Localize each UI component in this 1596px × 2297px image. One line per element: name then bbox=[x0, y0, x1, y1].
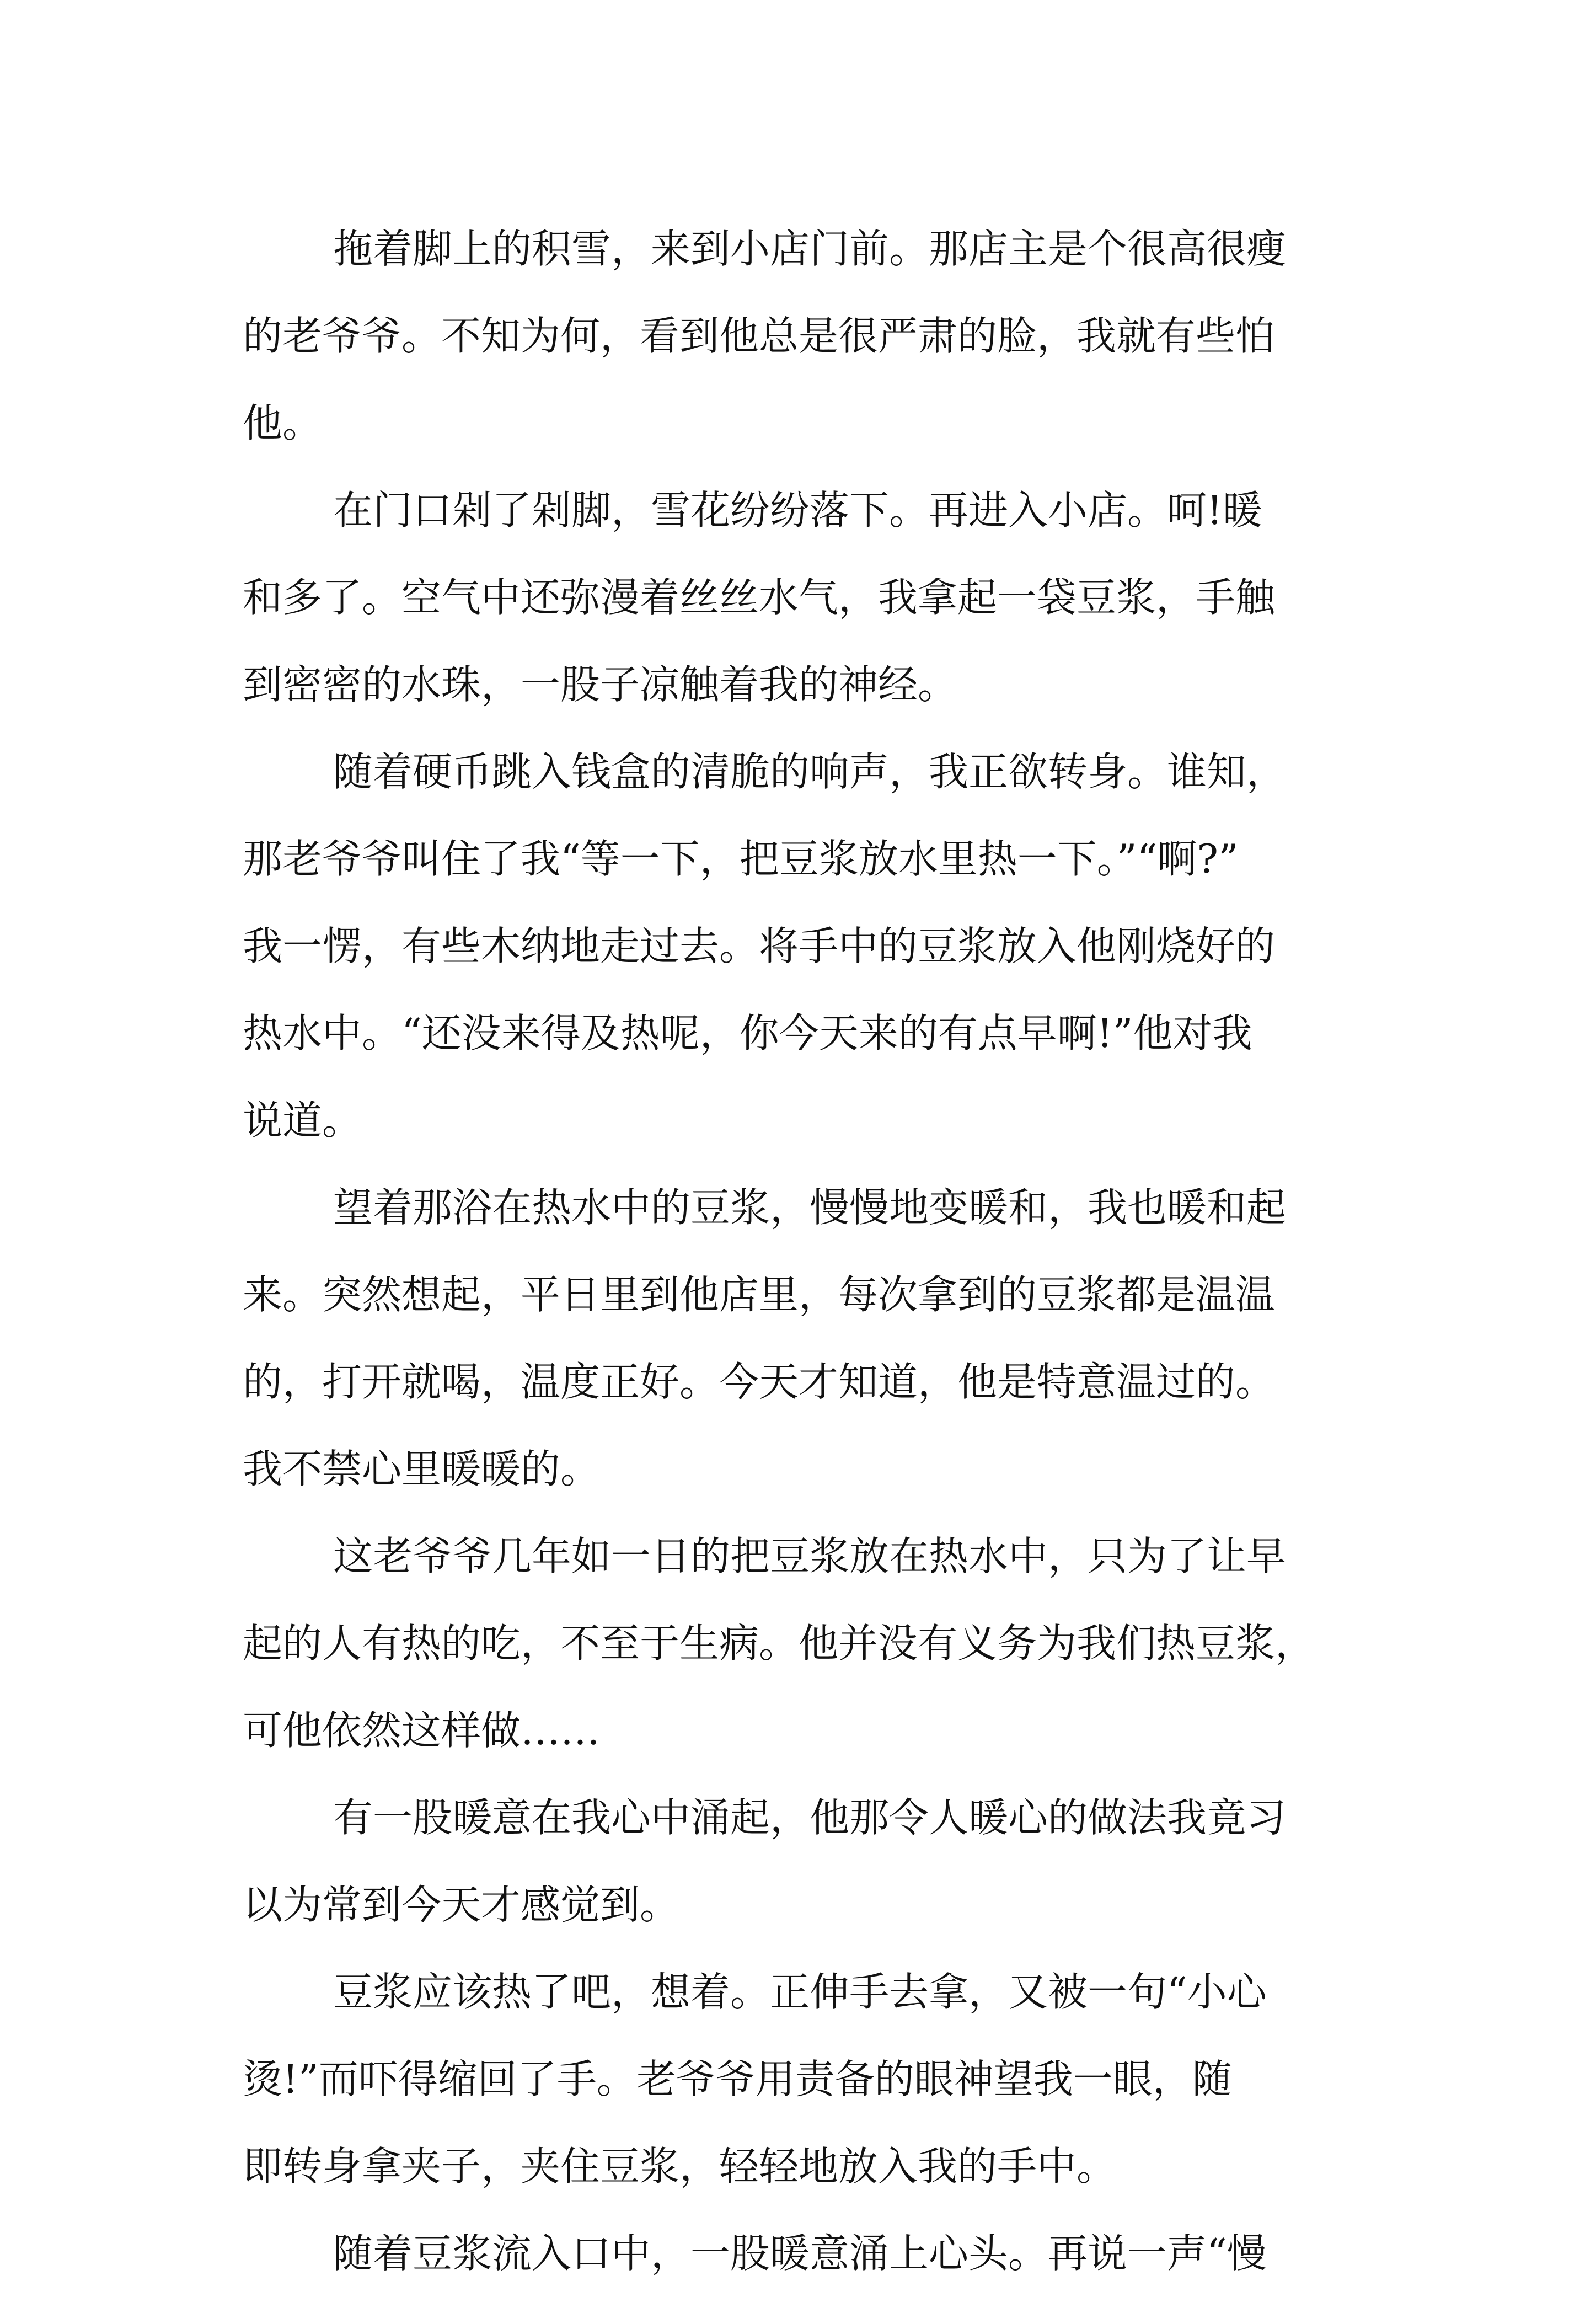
text-line: 起的人有热的吃，不至于生病。他并没有义务为我们热豆浆， bbox=[243, 1620, 1315, 1666]
text-line: 到密密的水珠，一股子凉触着我的神经。 bbox=[243, 661, 958, 708]
text-line: 来。突然想起，平日里到他店里，每次拿到的豆浆都是温温 bbox=[243, 1272, 1276, 1318]
document-body bbox=[243, 205, 1362, 2297]
text-line: 可他依然这样做…… bbox=[243, 1707, 601, 1754]
text-line: 豆浆应该热了吧，想着。正伸手去拿，又被一句“小心 bbox=[333, 1969, 1267, 2015]
text-line: 这老爷爷几年如一日的把豆浆放在热水中，只为了让早 bbox=[333, 1533, 1287, 1579]
text-line: 热水中。“还没来得及热呢，你今天来的有点早啊!”他对我 bbox=[243, 1010, 1252, 1056]
text-line: 说道。 bbox=[243, 1097, 362, 1144]
text-line: 随着硬币跳入钱盒的清脆的响声，我正欲转身。谁知， bbox=[333, 749, 1287, 795]
text-line: 的老爷爷。不知为何，看到他总是很严肃的脸，我就有些怕 bbox=[243, 313, 1276, 359]
text-line: 望着那浴在热水中的豆浆，慢慢地变暖和，我也暖和起 bbox=[333, 1184, 1287, 1231]
text-line: 即转身拿夹子，夹住豆浆，轻轻地放入我的手中。 bbox=[243, 2143, 1117, 2189]
text-line: 的，打开就喝，温度正好。今天才知道，他是特意温过的。 bbox=[243, 1359, 1276, 1405]
text-line: 以为常到今天才感觉到。 bbox=[243, 1882, 680, 1928]
text-line: 我一愣，有些木纳地走过去。将手中的豆浆放入他刚烧好的 bbox=[243, 923, 1276, 969]
text-line: 拖着脚上的积雪，来到小店门前。那店主是个很高很瘦 bbox=[333, 226, 1287, 272]
text-line: 烫!”而吓得缩回了手。老爷爷用责备的眼神望我一眼，随 bbox=[243, 2056, 1232, 2102]
text-line: 有一股暖意在我心中涌起，他那令人暖心的做法我竟习 bbox=[333, 1794, 1287, 1841]
text-line: 在门口剁了剁脚，雪花纷纷落下。再进入小店。呵!暖 bbox=[333, 487, 1262, 533]
text-line: 那老爷爷叫住了我“等一下，把豆浆放水里热一下。”“啊?” bbox=[243, 836, 1239, 882]
text-line: 他。 bbox=[243, 400, 323, 446]
text-line: 我不禁心里暖暖的。 bbox=[243, 1446, 601, 1492]
text-line: 随着豆浆流入口中，一股暖意涌上心头。再说一声“慢 bbox=[333, 2230, 1267, 2277]
text-line: 和多了。空气中还弥漫着丝丝水气，我拿起一袋豆浆，手触 bbox=[243, 574, 1276, 621]
